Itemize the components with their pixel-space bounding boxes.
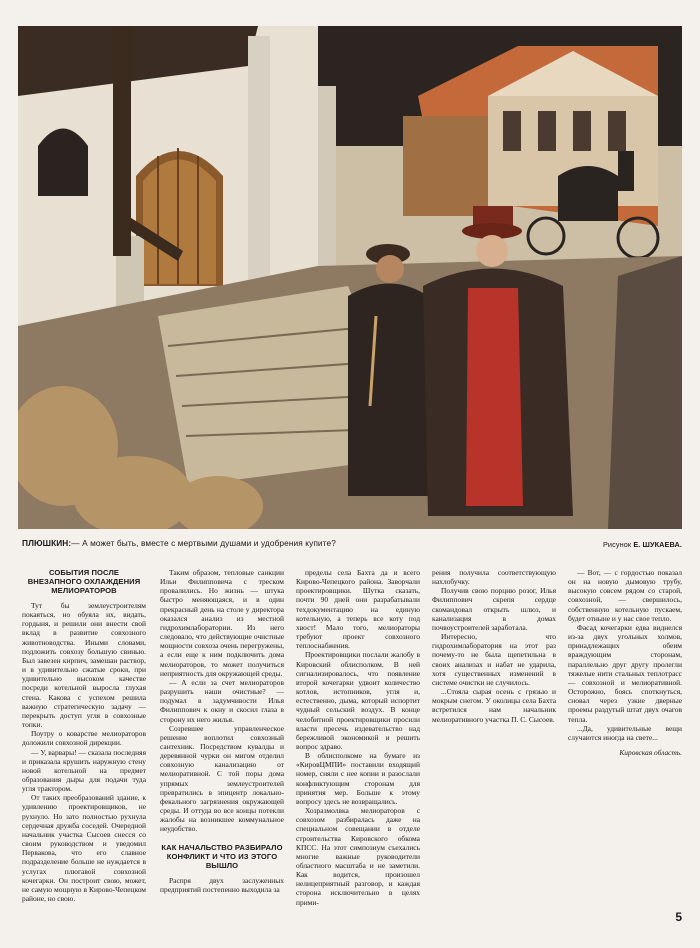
- illustration-pliushkin: [18, 26, 682, 529]
- illustration-caption: [22, 538, 682, 552]
- paragraph: ...Стояла сырая осень с грязью и мокрым снегом. У околицы села Бахта встретился нам начальник мелиоративного участка П. С. Сысоев.: [432, 687, 556, 724]
- paragraph: Поутру о коварстве мелиораторов доложили совхозной дирекции.: [22, 729, 146, 748]
- article-column-4: [432, 568, 556, 724]
- article-heading-1: СОБЫТИЯ ПОСЛЕ ВНЕЗАПНОГО ОХЛАЖДЕНИЯ МЕЛИОРАТОРОВ: [27, 568, 141, 595]
- page-number: 5: [675, 910, 682, 924]
- article-signature: Кировская область.: [619, 747, 682, 757]
- paragraph: В облисполкоме на бумаге из «КировЦМПИ» поставили входящий номер, сняли с нее копии и разослали конфликтующим сторонам для принятия мер. Больше к этому вопросу здесь не возвращались.: [296, 751, 420, 806]
- paragraph: Созревшее управленческое решение воплотил совхозный сантехник. Посредством кувалды и деревянной чурки он мигом отделил совхозную канализацию от мелиоративной. С той поры дома упрямых землеустроителей превратились в эпицентр локально-фекального загрязнения окружающей среды. И оттуда во все концы потекли жалобы на возникшее коммунальное неудобство.: [160, 723, 284, 834]
- paragraph: Проектировщики послали жалобу в Кировский облисполком. В ней сигнализировалось, что появление второй кочегарки удвоит количество котлов, истопников, угля и, естественно, дыма, который испортит чудный сельский воздух. В конце челобитной проектировщики просили власти пресечь издевательство над бережливой экономикой и решить вопрос здраво.: [296, 650, 420, 751]
- paragraph: Фасад кочегарки едва виднелся из-за двух угольных холмов, принадлежащих обеим враждующим сторонам, параллельно друг другу пролегли тяжелые нити стальных теплотрасс — совхозной и мелиоративной. Осторожно, боясь споткнуться, сновал через узкие дверные проемы раздутый штат двух очагов тепла.: [568, 622, 682, 724]
- paragraph: Тут бы землеустроителям покаяться, но обуяла их, видать, гордыня, и решили они внести свой вклад в развитие совхозного животноводства. Иными словами, подложить совхозу большую свинью. Был завезен кирпич, замешан раствор, и в удивительно сжатые сроки, при удивительно высоком качестве посреди котельной выросла глухая стена. Какова с успехом решила важную стратегическую задачу — перекрыть доступ угля в совхозные топки.: [22, 601, 146, 730]
- credit-author: Е. ШУКАЕВА.: [633, 540, 682, 549]
- paragraph: — У, варвары! — сказала последняя и приказала крушить наружную стену новой котельной на предмет образования дыры для подачи туда угля трактором.: [22, 747, 146, 794]
- illustration-credit: [603, 540, 682, 549]
- article-column-3: [296, 568, 420, 907]
- paragraph: Распря двух заслуженных предприятий постепенно выходила за: [160, 875, 284, 894]
- paragraph: Получив свою порцию розог, Илья Филиппович скрепя сердце скомандовал открыть шлюз, и канализация в домах почвоустроителей заработала.: [432, 586, 556, 632]
- paragraph: От таких преобразований здание, к удивлению проектировщиков, не рухнуло. Но зато полностью рухнула сердечная дружба соседей. Очередной начальник участка Сысоев снесся со своим руководством и уведомил Первакова, что его славное подразделение больше не нуждается в услугах плюгавой совхозной кочегарки. Он построит свою, может, не самую мощную в Кирово-Чепецком районе, но свою.: [22, 793, 146, 903]
- paragraph: Таким образом, тепловые санкции Ильи Филипповича с треском провалились. Но жизнь — штука быстро меняющаяся, и в один прекрасный день на столе у директора оказался анализ из местной гидрохимлаборатории. Из него следовало, что действующие очистные мощности совхоза очень перегружены, а если еще к ним подключить дома мелиораторов, то может получиться неприятность для окружающей среды.: [160, 568, 284, 678]
- article-column-2: [160, 568, 284, 894]
- caption-text: [22, 538, 336, 548]
- credit-prefix: Рисунок: [602, 540, 634, 549]
- illustration-artwork: [18, 26, 682, 529]
- paragraph: — Вот, — с гордостью показал он на новую дымовую трубу, высокую совсем рядом со старой, совхозной, — свершилось, собственную котельную пускаем, будет отныне и у нас свое тепло.: [568, 568, 682, 623]
- paragraph: ...Да, удивительные вещи случаются иногда на свете...: [568, 723, 682, 742]
- article-column-5: [568, 568, 682, 757]
- caption-quote: — А может быть, вместе с мертвыми душами и удобрения купите?: [71, 538, 336, 548]
- caption-speaker: ПЛЮШКИН:: [22, 538, 72, 548]
- paragraph: рения получила соответствующую нахлобучку.: [432, 568, 556, 587]
- paragraph: пределы села Бахта да и всего Кирово-Чепецкого района. Заворчали проектировщики. Шутка сказать, почти 90 дней они разрабатывали техдокументацию на единую котельную, а теперь все коту под хвост! Мало того, мелиораторы требуют проект совхозного теплоснабжения.: [296, 568, 420, 651]
- paragraph: — А если за счет мелиораторов разрушить наши очистные? — подумал в задумчивости Илья Филиппович к окну и скосил глаза в сторону их него жилья.: [160, 677, 284, 724]
- article-column-1: [22, 568, 146, 903]
- paragraph: Хозразмолвка мелиораторов с совхозом разбиралась даже на специальном совещании в отделе строительства Кировского обкома КПСС. На этот симпозиум съехались многие важные руководители областного масштаба и не заметили. Как водится, произошел нелицеприятный разговор, и каждая сторона исключительно в целях прими-: [296, 806, 420, 907]
- article-heading-2: КАК НАЧАЛЬСТВО РАЗБИРАЛО КОНФЛИКТ И ЧТО ИЗ ЭТОГО ВЫШЛО: [161, 842, 283, 870]
- paragraph: Интересно, что гидрохимлаборатория на этот раз почему-то не была щепетильна в своих анализах и набат не ударила, хотя существенных изменений в системе очистки не случилось.: [432, 632, 556, 687]
